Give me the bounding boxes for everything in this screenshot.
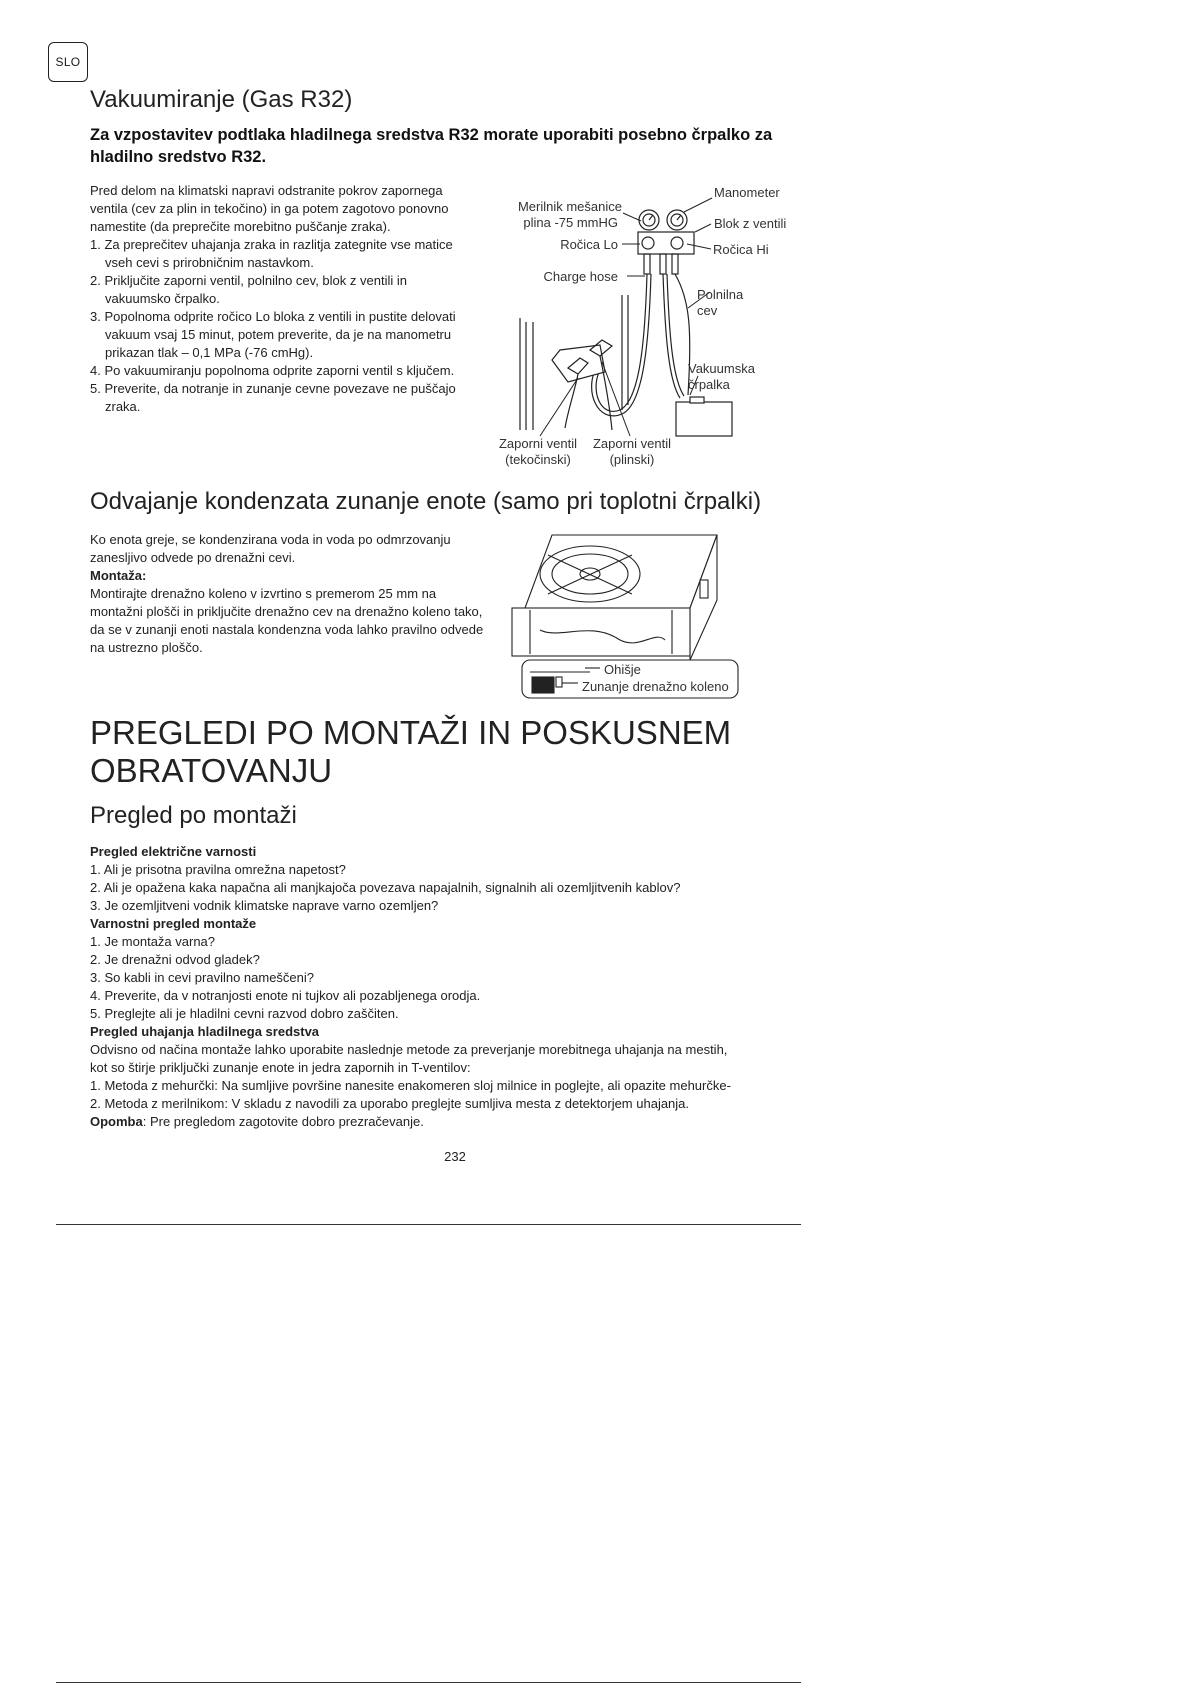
electrical-title: Pregled električne varnosti — [90, 844, 257, 859]
outdoor-unit-drain-diagram — [505, 530, 745, 702]
installation-item: 4. Preverite, da v notranjosti enote ni tujkov ali pozabljenega orodja. — [90, 988, 481, 1003]
label-housing: Ohišje — [604, 662, 641, 677]
vacuum-pump — [676, 397, 732, 436]
bottom-divider-line — [56, 1682, 801, 1683]
language-badge: SLO — [48, 42, 88, 82]
installation-item: 1. Je montaža varna? — [90, 934, 216, 949]
note-text: : Pre pregledom zagotovite dobro prezračevanje. — [142, 1114, 424, 1129]
leak-intro: kot so štirje priključki zunanje enote in jedra zapornih in T-ventilov: — [90, 1060, 471, 1075]
divider-line — [56, 1224, 801, 1225]
label-pump-line1: Vakuumska — [688, 361, 755, 376]
vacuum-step: 2. Priključite zaporni ventil, polnilno cev, blok z ventili in vakuumsko črpalko. — [90, 273, 407, 306]
installation-title: Varnostni pregled montaže — [90, 916, 257, 931]
electrical-item: 1. Ali je prisotna pravilna omrežna napetost? — [90, 862, 346, 877]
vacuum-heading: Vakuumiranje (Gas R32) — [90, 86, 353, 113]
vacuum-steps — [90, 236, 472, 416]
note-label: Opomba — [90, 1114, 143, 1129]
label-gauge-line2: plina -75 mmHG — [523, 215, 618, 230]
vacuum-step: 5. Preverite, da notranje in zunanje cevne povezave ne puščajo zraka. — [90, 381, 456, 414]
electrical-item: 2. Ali je opažena kaka napačna ali manjkajoča povezava napajalnih, signalnih ali ozemljitvenih kablov? — [90, 880, 681, 895]
leak-intro: Odvisno od načina montaže lahko uporabite naslednje metode za preverjanje morebitnega uhajanja na mestih, — [90, 1042, 728, 1057]
installation-item: 2. Je drenažni odvod gladek? — [90, 952, 260, 967]
condensate-text — [90, 531, 485, 657]
label-drain-elbow: Zunanje drenažno koleno — [582, 679, 729, 694]
electrical-item: 3. Je ozemljitveni vodnik klimatske naprave varno ozemljen? — [90, 898, 439, 913]
vacuum-pump-diagram — [490, 180, 800, 470]
label-charge-hose: Charge hose — [543, 269, 618, 284]
label-manifold: Blok z ventili — [714, 216, 787, 231]
label-gauge-line1: Merilnik mešanice — [517, 199, 622, 214]
condensate-heading: Odvajanje kondenzata zunanje enote (samo pri toplotni črpalki) — [90, 488, 762, 515]
label-manometer: Manometer — [714, 185, 780, 200]
vacuum-lead: Za vzpostavitev podtlaka hladilnega sredstva R32 morate uporabiti posebno črpalko za hladilno sredstvo R32. — [90, 126, 773, 166]
label-valve-gas-line1: Zaporni ventil — [592, 436, 672, 451]
label-fill-hose-line2: cev — [697, 303, 718, 318]
condensate-mount-title: Montaža: — [90, 568, 147, 583]
label-valve-liquid-line1: Zaporni ventil — [498, 436, 578, 451]
checks-sub-heading: Pregled po montaži — [90, 802, 297, 829]
hoses — [592, 274, 690, 416]
label-handle-hi: Ročica Hi — [713, 242, 769, 257]
condensate-intro: Ko enota greje, se kondenzirana voda in voda po odmrzovanju zanesljivo odvede po drenažni cevi. — [90, 532, 451, 565]
label-pump-line2: črpalka — [688, 377, 730, 392]
label-valve-liquid-line2: (tekočinski) — [505, 452, 571, 467]
leak-title: Pregled uhajanja hladilnega sredstva — [90, 1024, 320, 1039]
installation-item: 3. So kabli in cevi pravilno nameščeni? — [90, 970, 315, 985]
vacuum-step: 3. Popolnoma odprite ročico Lo bloka z ventili in pustite delovati vakuum vsaj 15 minut, potem preverite, da je na manometru prikazan tlak – 0,1 MPa (-76 cmHg). — [90, 309, 456, 360]
vacuum-step: 4. Po vakuumiranju popolnoma odprite zaporni ventil s ključem. — [90, 363, 455, 378]
outdoor-unit — [512, 535, 717, 660]
note — [90, 1113, 810, 1131]
label-fill-hose-line1: Polnilna — [697, 287, 744, 302]
label-handle-lo: Ročica Lo — [560, 237, 618, 252]
checks-block — [90, 843, 810, 1131]
vacuum-text — [90, 182, 472, 416]
manometer-gauges — [638, 210, 694, 274]
outdoor-unit-valves — [520, 295, 628, 430]
page-number: 232 — [444, 1149, 466, 1164]
vacuum-intro: Pred delom na klimatski napravi odstranite pokrov zapornega ventila (cev za plin in tekočino) in ga potem zagotovo ponovno namestite (da preprečite morebitno puščanje zraka). — [90, 183, 449, 234]
vacuum-step: 1. Za preprečitev uhajanja zraka in razlitja zategnite vse matice vseh cevi s prirobničnim nastavkom. — [90, 237, 453, 270]
leak-item: 1. Metoda z mehurčki: Na sumljive površine nanesite enakomeren sloj milnice in poglejte, ali opazite mehurčke- — [90, 1078, 731, 1093]
condensate-mount-text: Montirajte drenažno koleno v izvrtino s premerom 25 mm na montažni plošči in priključite drenažno cev na drenažno koleno tako, da se v zunanji enoti nastala kondenzna voda lahko pravilno odvede na ustrezno ploščo. — [90, 586, 484, 655]
label-valve-gas-line2: (plinski) — [609, 452, 655, 467]
leak-item: 2. Metoda z merilnikom: V skladu z navodili za uporabo preglejte sumljiva mesta z detektorjem uhajanja. — [90, 1096, 690, 1111]
installation-item: 5. Preglejte ali je hladilni cevni razvod dobro zaščiten. — [90, 1006, 399, 1021]
checks-major-heading: PREGLEDI PO MONTAŽI IN POSKUSNEM OBRATOVANJU — [90, 714, 732, 789]
